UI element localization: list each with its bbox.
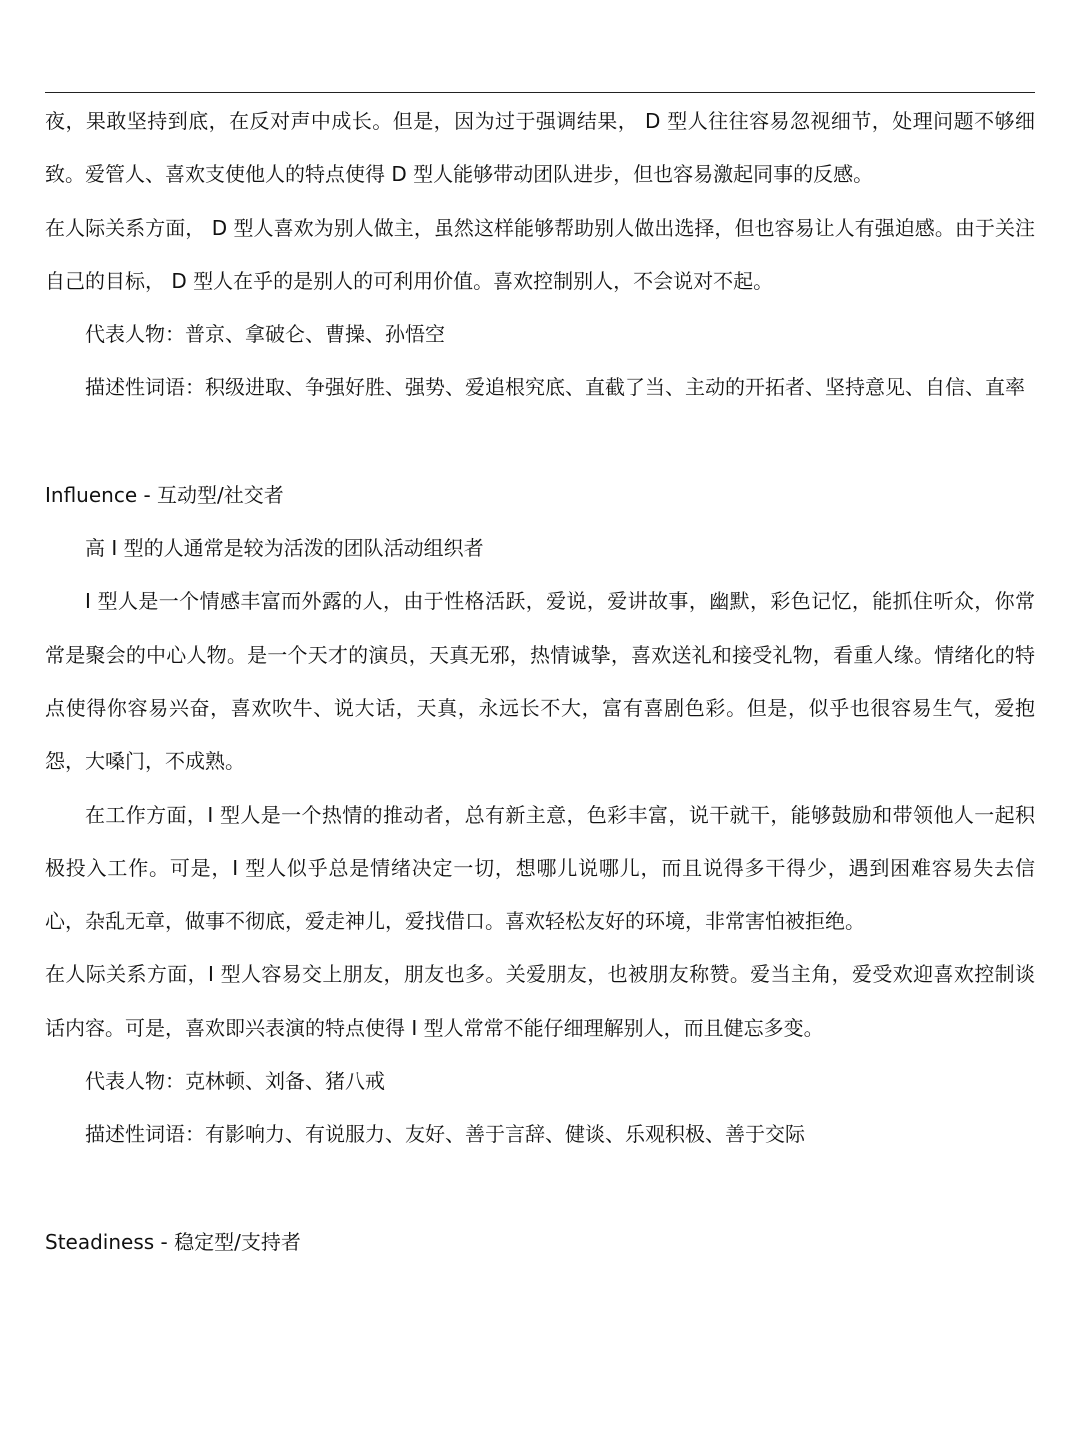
i-descriptors: 描述性词语：有影响力、有说服力、友好、善于言辞、健谈、乐观积极、善于交际 (85, 1122, 805, 1147)
document-page (45, 95, 1035, 1269)
d-representatives: 代表人物：普京、拿破仑、曹操、孙悟空 (85, 322, 445, 347)
d-paragraph-relations: 在人际关系方面， D 型人喜欢为别人做主，虽然这样能够帮助别人做出选择，但也容易让人有强迫感。由于关注自己的目标， D 型人在乎的是别人的可利用价值。喜欢控制别人，不会说对不起。 (45, 215, 1035, 293)
i-paragraph-work: 在工作方面，I 型人是一个热情的推动者，总有新主意，色彩丰富，说干就干，能够鼓励和带领他人一起积极投入工作。可是，I 型人似乎总是情绪决定一切，想哪儿说哪儿，而且说得多干得少，遇到困难容易失去信心，杂乱无章，做事不彻底，爱走神儿，爱找借口。喜欢轻松友好的环境，非常害怕被拒绝。 (45, 802, 1035, 934)
i-paragraph-personality: I 型人是一个情感丰富而外露的人，由于性格活跃，爱说，爱讲故事，幽默，彩色记忆，能抓住听众，你常常是聚会的中心人物。是一个天才的演员，天真无邪，热情诚挚，喜欢送礼和接受礼物，看重人缘。情绪化的特点使得你容易兴奋，喜欢吹牛、说大话，天真，永远长不大，富有喜剧色彩。但是，似乎也很容易生气，爱抱怨，大嗓门，不成熟。 (45, 589, 1035, 774)
i-representatives: 代表人物：克林顿、刘备、猪八戒 (85, 1069, 385, 1094)
steadiness-heading: Steadiness - 稳定型/支持者 (45, 1229, 301, 1254)
influence-heading: Influence - 互动型/社交者 (45, 482, 284, 507)
d-descriptors: 描述性词语：积级进取、争强好胜、强势、爱追根究底、直截了当、主动的开拓者、坚持意见、自信、直率 (85, 375, 1025, 400)
i-intro: 高 I 型的人通常是较为活泼的团队活动组织者 (85, 536, 484, 561)
i-paragraph-relations: 在人际关系方面，I 型人容易交上朋友，朋友也多。关爱朋友，也被朋友称赞。爱当主角，爱受欢迎喜欢控制谈话内容。可是，喜欢即兴表演的特点使得 I 型人常常不能仔细理解别人，而且健忘多变。 (45, 962, 1035, 1040)
d-paragraph-continued: 夜，果敢坚持到底，在反对声中成长。但是，因为过于强调结果， D 型人往往容易忽视细节，处理问题不够细致。爱管人、喜欢支使他人的特点使得 D 型人能够带动团队进步，但也容易激起同事的反感。 (45, 109, 1035, 187)
top-divider (45, 92, 1035, 93)
